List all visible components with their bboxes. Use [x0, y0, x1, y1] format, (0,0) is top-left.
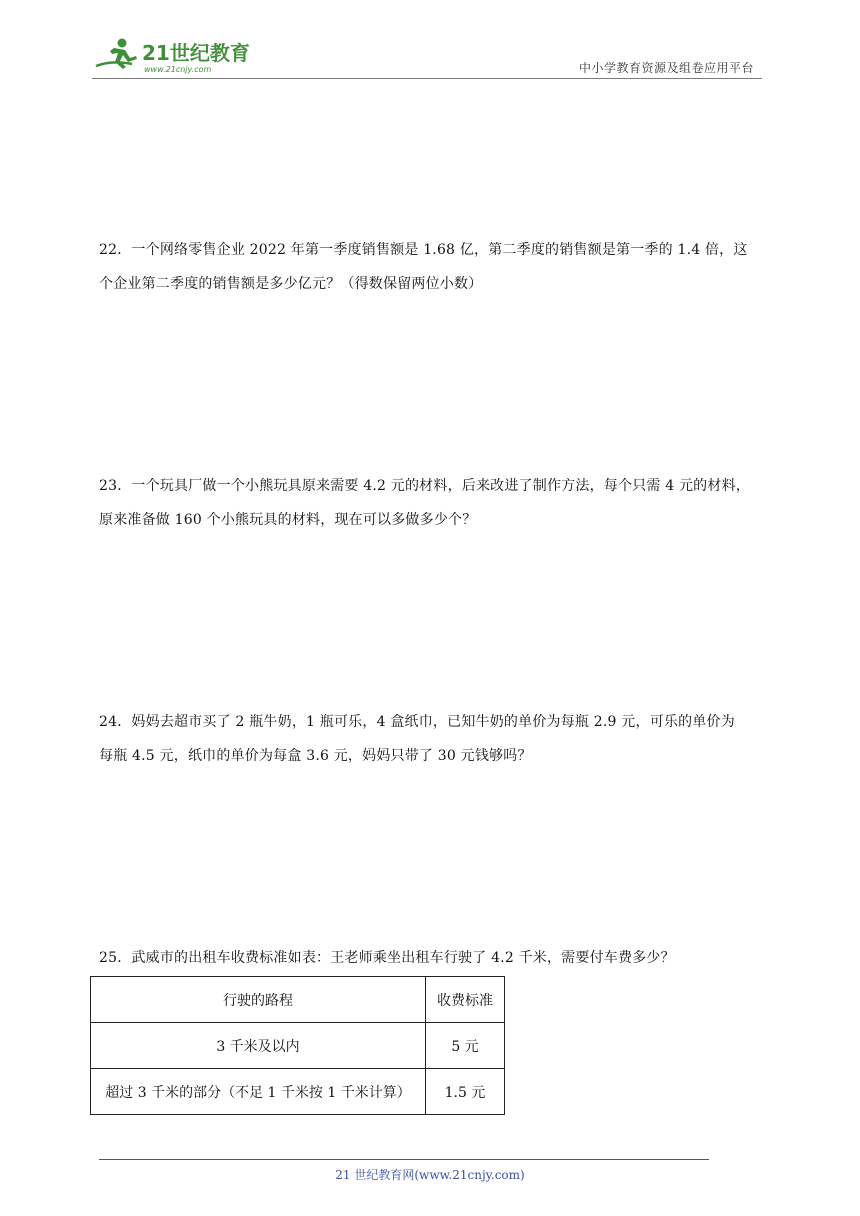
logo-url: www.21cnjy.com — [144, 65, 212, 74]
question-line: 每瓶 4.5 元，纸巾的单价为每盒 3.6 元，妈妈只带了 30 元钱够吗？ — [99, 748, 532, 764]
question-line: 23．一个玩具厂做一个小熊玩具原来需要 4.2 元的材料，后来改进了制作方法，每个只需 4 元的材料， — [99, 478, 750, 494]
footer-text: 21 世纪教育网(www.21cnjy.com) — [335, 1168, 525, 1182]
question-line: 24．妈妈去超市买了 2 瓶牛奶，1 瓶可乐，4 盒纸巾，已知牛奶的单价为每瓶 2.9 元，可乐的单价为 — [99, 714, 735, 730]
question-line: 22．一个网络零售企业 2022 年第一季度销售额是 1.68 亿，第二季度的销售额是第一季的 1.4 倍，这 — [99, 242, 748, 258]
table-row — [91, 1069, 505, 1115]
question-24 — [99, 705, 769, 773]
cell-fee: 1.5 元 — [426, 1069, 505, 1115]
question-25 — [99, 941, 769, 975]
platform-name: 中小学教育资源及组卷应用平台 — [578, 61, 754, 75]
table-row — [91, 1023, 505, 1069]
question-line: 25．武威市的出租车收费标准如表：王老师乘坐出租车行驶了 4.2 千米，需要付车费多少？ — [99, 950, 675, 966]
cell-distance: 超过 3 千米的部分（不足 1 千米按 1 千米计算） — [91, 1069, 426, 1115]
question-line: 个企业第二季度的销售额是多少亿元？（得数保留两位小数） — [99, 276, 483, 292]
footer-divider — [99, 1159, 709, 1160]
table-header-row — [91, 977, 505, 1023]
runner-icon — [96, 39, 137, 70]
page-header — [92, 34, 762, 79]
cell-distance: 3 千米及以内 — [91, 1023, 426, 1069]
taxi-fee-table — [90, 976, 505, 1115]
header-fee: 收费标准 — [426, 977, 505, 1023]
question-22 — [99, 233, 769, 301]
header-distance: 行驶的路程 — [91, 977, 426, 1023]
cell-fee: 5 元 — [426, 1023, 505, 1069]
site-logo — [92, 34, 282, 74]
question-23 — [99, 469, 769, 537]
logo-text: 21世纪教育 — [142, 41, 250, 65]
question-line: 原来准备做 160 个小熊玩具的材料，现在可以多做多少个？ — [99, 512, 477, 528]
